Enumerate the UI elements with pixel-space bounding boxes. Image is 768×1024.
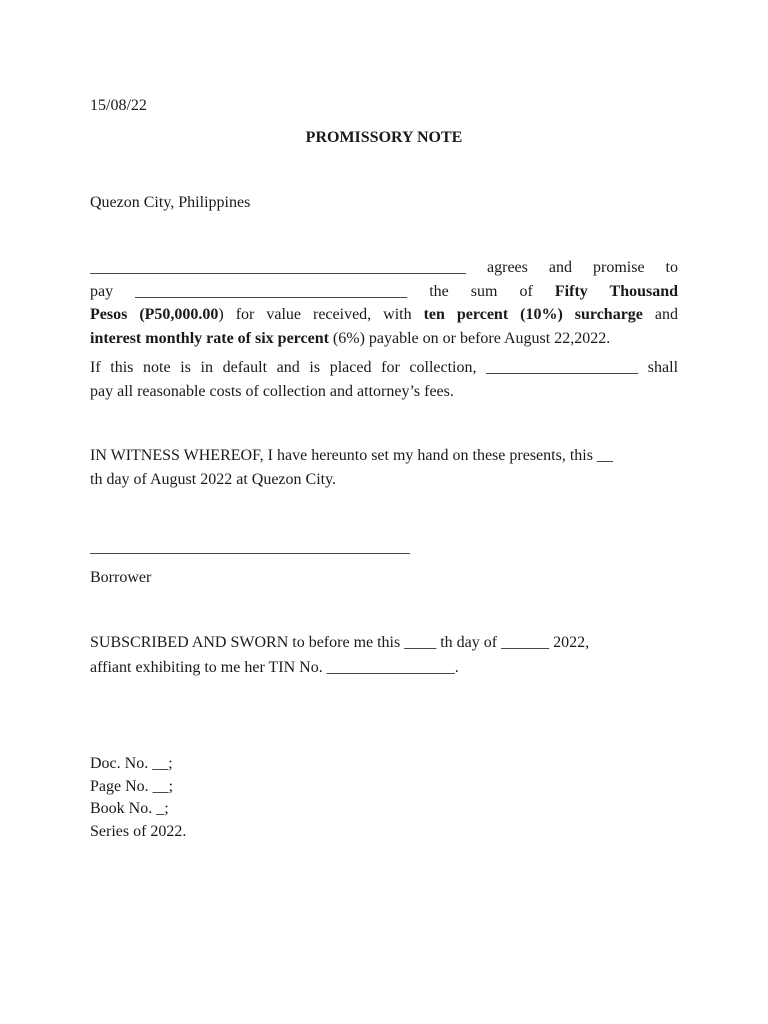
document-date: 15/08/22 [90, 97, 147, 114]
series-year: Series of 2022. [90, 823, 187, 840]
subscribed-line-1: SUBSCRIBED AND SWORN to before me this ____ th day of ______ 2022, [90, 634, 590, 651]
value-received-text: ) for value received, with [218, 306, 412, 323]
borrower-label: Borrower [90, 569, 152, 586]
paren-open: ( [139, 306, 145, 323]
shall-text: shall [647, 359, 678, 376]
amount-words-part-2: Pesos [90, 306, 128, 323]
default-line-1 [90, 356, 678, 380]
promise-text: agrees and promise to [487, 259, 678, 276]
place-line: Quezon City, Philippines [90, 194, 251, 211]
due-date-text: (6%) payable on or before August 22,2022. [332, 329, 611, 347]
signature-line: ________________________________________ [90, 539, 410, 556]
promise-paragraph [90, 256, 678, 350]
interest-rate-text: interest monthly rate of six percent [90, 329, 329, 347]
borrower-name-blank: _______________________________________________ [90, 259, 466, 276]
sum-text: the sum of [429, 282, 533, 300]
doc-number: Doc. No. __; [90, 755, 173, 772]
book-number: Book No. _; [90, 800, 169, 817]
promise-line-3 [90, 303, 678, 327]
amount-words-part-1: Fifty Thousand [554, 282, 678, 300]
subscribed-line-2: affiant exhibiting to me her TIN No. ________________. [90, 659, 459, 676]
page-number: Page No. __; [90, 778, 174, 795]
party-blank: ___________________ [486, 359, 639, 376]
amount-figure: P50,000.00 [144, 306, 219, 323]
default-text: If this note is in default and is placed for collection, [90, 359, 477, 376]
payee-name-blank: __________________________________ [135, 282, 408, 300]
promise-line-2 [90, 280, 678, 304]
default-paragraph [90, 356, 678, 403]
and-text: and [654, 306, 678, 323]
default-line-2: pay all reasonable costs of collection and attorney’s fees. [90, 382, 454, 400]
witness-line-1: IN WITNESS WHEREOF, I have hereunto set my hand on these presents, this __ [90, 447, 613, 464]
witness-line-2: th day of August 2022 at Quezon City. [90, 471, 337, 488]
document-title: PROMISSORY NOTE [305, 129, 463, 146]
promise-line-1 [90, 256, 678, 280]
promise-line-4 [90, 327, 678, 351]
surcharge-text: ten percent (10%) surcharge [423, 306, 643, 323]
pay-word: pay [90, 282, 114, 300]
